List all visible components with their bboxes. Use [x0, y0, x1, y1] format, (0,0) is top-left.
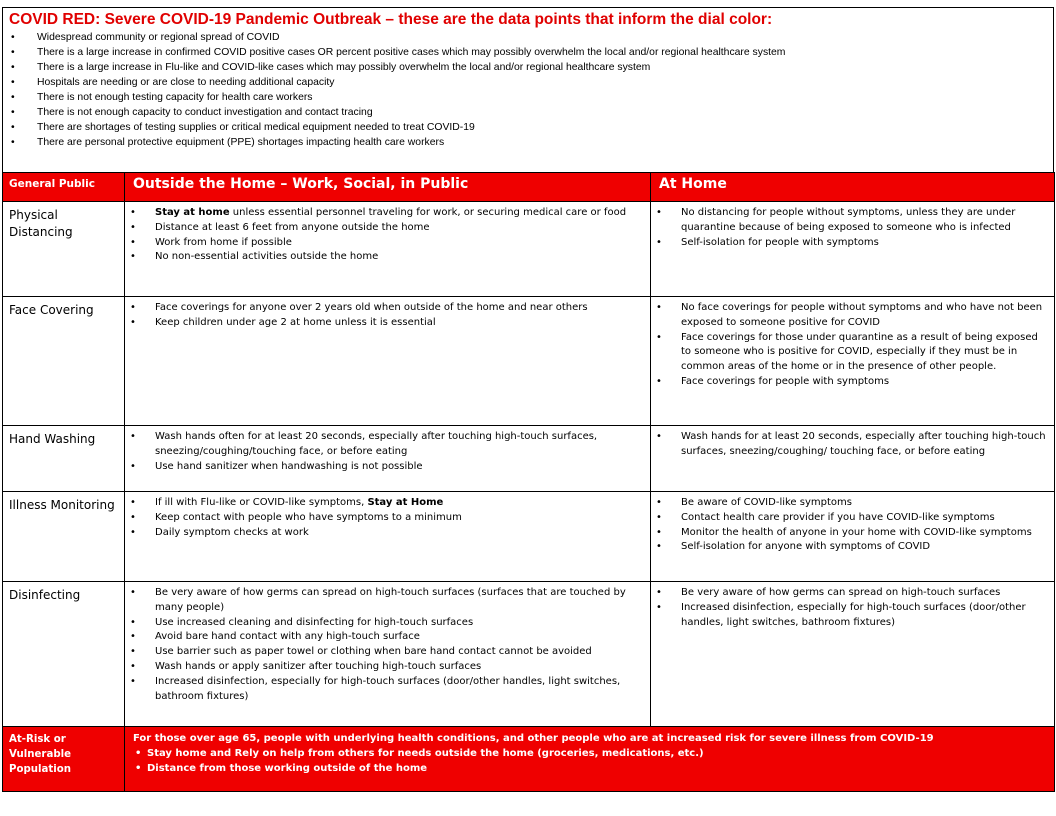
header-at-home: At Home: [651, 173, 1055, 202]
outside-cell: [125, 202, 651, 297]
list-item-text: If ill with Flu-like or COVID-like symptoms,: [155, 497, 368, 508]
table-row: [3, 426, 1055, 492]
list-item: • Avoid bare hand contact with any high-touch surface: [125, 630, 646, 645]
home-cell: [651, 297, 1055, 426]
emphasis-text: Stay at home: [155, 207, 230, 218]
home-cell: [651, 582, 1055, 727]
at-risk-cell: [125, 727, 1055, 792]
criteria-item: • There is not enough capacity to conduct investigation and contact tracing: [9, 105, 1047, 120]
list-item: [125, 206, 646, 221]
list-item: • Keep children under age 2 at home unless it is essential: [125, 316, 646, 331]
list-item: • Be aware of COVID-like symptoms: [651, 496, 1050, 511]
outside-cell: [125, 297, 651, 426]
list-item: • Daily symptom checks at work: [125, 526, 646, 541]
outside-cell: [125, 426, 651, 492]
list-item: • Increased disinfection, especially for high-touch surfaces (door/other handles, light switches, bathroom fixtures): [651, 601, 1050, 631]
table-header-row: [3, 173, 1055, 202]
list-item: [125, 496, 646, 511]
list-item: • Self-isolation for anyone with symptoms of COVID: [651, 540, 1050, 555]
list-item: • Increased disinfection, especially for high-touch surfaces (door/other handles, light switches, bathroom fixtures): [125, 675, 646, 705]
table-row: [3, 297, 1055, 426]
at-risk-row: [3, 727, 1055, 792]
list-item: • Keep contact with people who have symptoms to a minimum: [125, 511, 646, 526]
table-row: [3, 582, 1055, 727]
table-row: [3, 492, 1055, 582]
list-item: • Be very aware of how germs can spread on high-touch surfaces: [651, 586, 1050, 601]
list-item: • Stay home and Rely on help from others for needs outside the home (groceries, medications, etc.): [133, 746, 1046, 761]
row-category: Illness Monitoring: [3, 492, 125, 582]
list-item: • Monitor the health of anyone in your home with COVID-like symptoms: [651, 526, 1050, 541]
table-row: [3, 202, 1055, 297]
list-item: • Distance at least 6 feet from anyone outside the home: [125, 221, 646, 236]
row-category: Face Covering: [3, 297, 125, 426]
criteria-item: • Widespread community or regional spread of COVID: [9, 30, 1047, 45]
list-item: • Use barrier such as paper towel or clothing when bare hand contact cannot be avoided: [125, 645, 646, 660]
list-item: • Use increased cleaning and disinfecting for high-touch surfaces: [125, 616, 646, 631]
list-item: • Work from home if possible: [125, 236, 646, 251]
list-item: • No face coverings for people without symptoms and who have not been exposed to someone positive for COVID: [651, 301, 1050, 331]
criteria-item: • There is not enough testing capacity for health care workers: [9, 90, 1047, 105]
emphasis-text: Stay at Home: [367, 497, 444, 508]
header-general-public: General Public: [3, 173, 125, 202]
row-category: Hand Washing: [3, 426, 125, 492]
list-item: • Face coverings for those under quarantine as a result of being exposed to someone who is positive for COVID, especially if they must be in common areas of the home or in the presence of other people.: [651, 331, 1050, 375]
guidance-table: [2, 172, 1055, 792]
list-item: • Be very aware of how germs can spread on high-touch surfaces (surfaces that are touched by many people): [125, 586, 646, 616]
criteria-item: • There is a large increase in confirmed COVID positive cases OR percent positive cases which may possibly overwhelm the local and/or regional healthcare system: [9, 45, 1047, 60]
list-item: • Face coverings for anyone over 2 years old when outside of the home and near others: [125, 301, 646, 316]
row-category: Disinfecting: [3, 582, 125, 727]
list-item: • Use hand sanitizer when handwashing is not possible: [125, 460, 646, 475]
criteria-box: [2, 7, 1054, 172]
list-item: • No distancing for people without symptoms, unless they are under quarantine because of being exposed to someone who is infected: [651, 206, 1050, 236]
criteria-item: • There is a large increase in Flu-like and COVID-like cases which may possibly overwhelm the local and/or regional healthcare system: [9, 60, 1047, 75]
list-item: • Contact health care provider if you have COVID-like symptoms: [651, 511, 1050, 526]
at-risk-intro: For those over age 65, people with underlying health conditions, and other people who are at increased risk for severe illness from COVID-19: [133, 733, 934, 744]
criteria-item: • Hospitals are needing or are close to needing additional capacity: [9, 75, 1047, 90]
page-title: COVID RED: Severe COVID-19 Pandemic Outbreak – these are the data points that inform the dial color:: [9, 11, 773, 28]
criteria-list: [9, 30, 1047, 150]
criteria-item: • There are shortages of testing supplies or critical medical equipment needed to treat COVID-19: [9, 120, 1047, 135]
home-cell: [651, 426, 1055, 492]
list-item: • Distance from those working outside of the home: [133, 761, 1046, 776]
home-cell: [651, 202, 1055, 297]
list-item: • Wash hands for at least 20 seconds, especially after touching high-touch surfaces, sneezing/coughing/ touching face, or before eating: [651, 430, 1050, 460]
list-item: • Wash hands often for at least 20 seconds, especially after touching high-touch surfaces, sneezing/coughing/touching face, or before eating: [125, 430, 646, 460]
list-item: • Self-isolation for people with symptoms: [651, 236, 1050, 251]
home-cell: [651, 492, 1055, 582]
at-risk-label: At-Risk or Vulnerable Population: [3, 727, 125, 792]
header-outside-home: Outside the Home – Work, Social, in Public: [125, 173, 651, 202]
list-item-text: unless essential personnel traveling for work, or securing medical care or food: [229, 207, 627, 218]
outside-cell: [125, 582, 651, 727]
outside-cell: [125, 492, 651, 582]
list-item: • No non-essential activities outside the home: [125, 250, 646, 265]
row-category: Physical Distancing: [3, 202, 125, 297]
list-item: • Face coverings for people with symptoms: [651, 375, 1050, 390]
list-item: • Wash hands or apply sanitizer after touching high-touch surfaces: [125, 660, 646, 675]
criteria-item: • There are personal protective equipment (PPE) shortages impacting health care workers: [9, 135, 1047, 150]
